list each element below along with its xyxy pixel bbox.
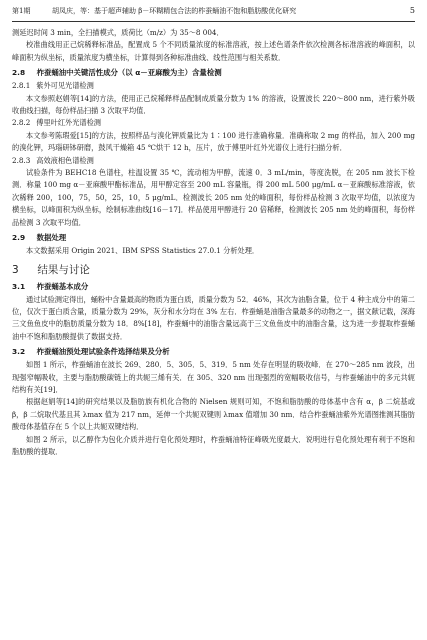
paragraph: 本文数据采用 Origin 2021、IBM SPSS Statistics 27.0.1 分析处理．	[26, 246, 260, 256]
section-number: 2.8.3	[12, 155, 31, 165]
paragraph: 测延迟时间 3 min，全扫描模式，质荷比（m/z）为 35～8 004．	[12, 28, 224, 37]
issue-label: 第1期	[12, 7, 31, 15]
section-heading	[12, 346, 415, 358]
section-heading	[12, 67, 415, 79]
section-number: 2.8.1	[12, 81, 31, 91]
paragraph: 本文参考陈瑕爱[15]的方法，按照样品与溴化钾质量比为 1∶100 进行准确称量．准确称取 2 mg 的样品，加入 200 mg 的溴化钾，玛瑙研钵研磨，鼓风干燥箱 45 ℃烘干 12 h，压片，放于傅里叶红外光谱仪上进行扫描分析．	[12, 130, 415, 153]
section-title: 数据处理	[36, 233, 67, 243]
section-number: 2.8	[12, 68, 26, 78]
paragraph: 校准曲线用正己烷稀释标准品，配置成 5 个不同质量浓度的标准溶液，按上述色谱条件依次检测各标准溶液的峰面积，以峰面积为纵坐标，质量浓度为横坐标，计算得到各种标准曲线、线性范围与相关系数．	[12, 40, 415, 62]
paragraph: 试验条件为 BEHC18 色谱柱，柱温设置 35 ℃，流动相为甲醇，流速 0．3 mL/min，等度洗脱，在 205 nm 波长下检测．称量 100 mg α－亚麻酸甲酯标准品，用甲醇定容至 200 mL 容量瓶，得 200 mL 500 μg/mL α－亚麻酸标准溶液，依次稀释 200，100，75，50，25，10，5 μg/mL．检测波长 205 nm 处的峰面积，每份样品检测 3 次取平均值，以浓度为横坐标，以峰面积为纵坐标，绘制标准曲线[16－17]．样品使用甲醇进行 20 倍稀释，检测波长 205 nm 处的峰面积，每份样品检测 3 次取平均值．	[12, 168, 415, 227]
paragraph: 根据赵娟等[14]的研究结果以及脂肪族有机化合物的 Nielsen 规则可知，不饱和脂肪酸的母体基中含有 α，β 二烷基或 β，β 二烷取代基且其 λmax 值为 217 nm，延伸一个共轭双键则 λmax 值增加 30 nm．结合柞蚕蛹油紫外光谱图推测其脂肪酸母体基值存在 5 个以上共轭双键结构．	[12, 397, 415, 432]
header-rule	[12, 21, 415, 22]
section-number: 3.1	[12, 281, 26, 291]
running-header	[12, 6, 415, 20]
page-number: 5	[409, 6, 415, 15]
section-title: 傅里叶红外光谱检测	[36, 118, 101, 128]
section-number: 3	[12, 263, 19, 276]
subsection-heading	[12, 80, 415, 92]
section-title: 柞蚕蛹油中关键活性成分（以 α－亚麻酸为主）含量检测	[36, 68, 222, 78]
section-heading	[12, 281, 415, 293]
section-title: 紫外可见光谱检测	[36, 81, 94, 91]
section-title: 高效液相色谱检测	[36, 155, 94, 165]
section-number: 2.8.2	[12, 118, 31, 128]
section-heading	[12, 232, 415, 244]
paragraph: 如图 1 所示，柞蚕蛹油在波长 269、280．5、305．5、319．5 nm 处存在明显的吸收峰．在 270～285 nm 波段，出现强窄幅吸收，主要与脂肪酸碳链上的共轭三烯有关．在 305、320 nm 出现强烈的宽幅吸收信号，与柞蚕蛹油中的多元共轭结构有关[19]．	[12, 360, 415, 394]
running-title: 胡凤庆，等：基于超声辅助 β－环糊精包合法的柞蚕蛹油不饱和脂肪酸优化研究	[52, 7, 297, 15]
paragraph: 通过试验测定得出，蛹粉中含量最高的物质为蛋白质，质量分数为 52．46%，其次为油脂含量，位于 4 种主成分中的第二位，仅次于蛋白质含量，质量分数为 29%，灰分和水分均在 3% 左右．柞蚕蛹是油脂含量最多的动物之一，据文献记载，深海三文鱼鱼皮中的脂肪质量分数为 18．8%[18]，柞蚕蛹中的油脂含量远高于三文鱼鱼皮中的油脂含量，这为进一步提取柞蚕蛹油中不饱和脂肪酸提供了数据支持．	[12, 294, 415, 341]
paragraph: 如图 2 所示，以乙醇作为包化介质并进行皂化预处理时，柞蚕蛹油特征峰吸光度最大．说明进行皂化预处理有利于不饱和脂肪酸的提取．	[12, 434, 415, 456]
section-title: 柞蚕蛹油预处理试验条件选择结果及分析	[36, 347, 170, 357]
section-title: 柞蚕蛹基本成分	[36, 281, 89, 291]
subsection-heading	[12, 117, 415, 129]
section-title: 结果与讨论	[37, 263, 90, 276]
subsection-heading	[12, 155, 415, 167]
section-number: 2.9	[12, 233, 26, 243]
section-number: 3.2	[12, 347, 26, 357]
paragraph: 本文参照赵娟等[14]的方法，使用正己烷稀释样品配制成质量分数为 1% 的溶液，设置波长 220～800 nm，进行紫外吸收曲线扫描，每份样品扫描 3 次取平均值．	[12, 93, 415, 116]
chapter-heading	[12, 263, 415, 278]
